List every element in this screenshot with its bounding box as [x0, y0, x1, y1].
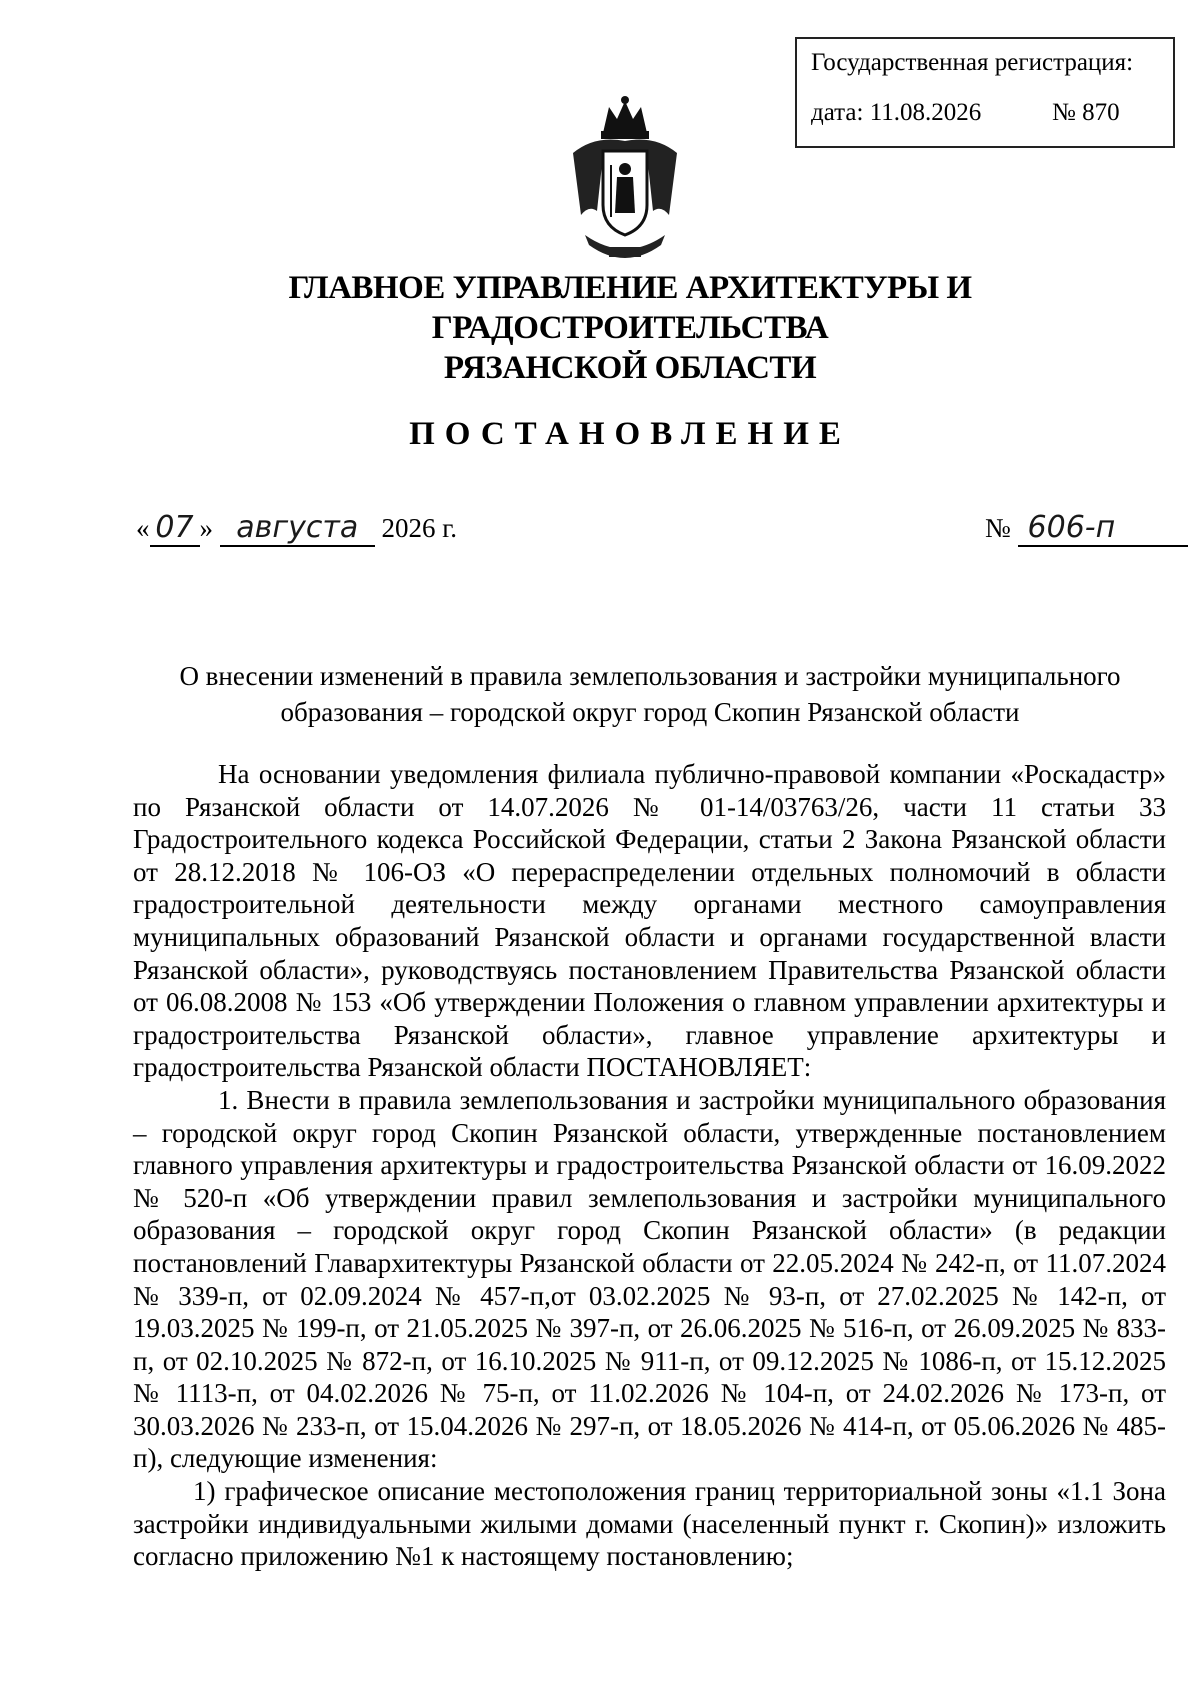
registration-title: Государственная регистрация: — [811, 49, 1134, 76]
number-sign: № — [985, 513, 1011, 543]
document-subject — [130, 658, 1170, 730]
date-day: 07 — [150, 510, 200, 547]
subject-line1: О внесении изменений в правила землепользования и застройки муниципального — [179, 661, 1121, 691]
date-open-quote: « — [136, 513, 150, 543]
subitem-1-paragraph: 1) графическое описание местоположения границ территориальной зоны «1.1 Зона застройки индивидуальными жилыми домами (населенный пункт г. Скопин)» изложить согласно приложению №1 к настоящему постановлению; — [133, 1476, 1166, 1572]
document-date — [136, 510, 457, 547]
document-number — [985, 510, 1188, 547]
item-1-paragraph: 1. Внести в правила землепользования и застройки муниципального образования – городской округ город Скопин Рязанской области, утвержденные постановлением главного управления архитектуры и градостроительства Рязанской области от 16.09.2022 № 520-п «Об утверждении правил землепользования и застройки муниципального образования – городской округ город Скопин Рязанской области» (в редакции постановлений Главархитектуры Рязанской области от 22.05.2024 № 242-п, от 11.07.2024 № 339-п, от 02.09.2024 № 457-п,от 03.02.2025 № 93-п, от 27.02.2025 № 142-п, от 19.03.2025 № 199-п, от 21.05.2025 № 397-п, от 26.06.2025 № 516-п, от 26.09.2025 № 833-п, от 02.10.2025 № 872-п, от 16.10.2025 № 911-п, от 09.12.2025 № 1086-п, от 15.12.2025 № 1113-п, от 04.02.2026 № 75-п, от 11.02.2026 № 104-п, от 24.02.2026 № 173-п, от 30.03.2026 № 233-п, от 15.04.2026 № 297-п, от 18.05.2026 № 414-п, от 05.06.2026 № 485-п), следующие изменения: — [133, 1084, 1166, 1474]
registration-date: дата: 11.08.2026 — [811, 99, 982, 126]
number-value: 606-п — [1018, 510, 1188, 547]
date-year: 2026 г. — [381, 513, 458, 543]
coat-of-arms-icon — [565, 95, 685, 265]
subject-line2: образования – городской округ город Скопин Рязанской области — [280, 697, 1020, 727]
document-body — [133, 758, 1166, 1573]
preamble-paragraph: На основании уведомления филиала публично-правовой компании «Роскадастр» по Рязанской области от 14.07.2026 № 01-14/03763/26, части 11 статьи 33 Градостроительного кодекса Российской Федерации, статьи 2 Закона Рязанской области от 28.12.2018 № 106-ОЗ «О перераспределении отдельных полномочий в области градостроительной деятельности между органами местного самоуправления муниципальных образований Рязанской области и органами государственной власти Рязанской области», руководствуясь постановлением Правительства Рязанской области от 06.08.2008 № 153 «Об утверждении Положения о главном управлении архитектуры и градостроительства Рязанской области», главное управление архитектуры и градостроительства Рязанской области ПОСТАНОВЛЯЕТ: — [133, 759, 1166, 1083]
date-month: августа — [220, 510, 375, 547]
document-type: ПОСТАНОВЛЕНИЕ — [409, 416, 851, 452]
organization-title-line2: РЯЗАНСКОЙ ОБЛАСТИ — [443, 350, 817, 386]
organization-title — [100, 268, 1160, 388]
organization-title-line1: ГЛАВНОЕ УПРАВЛЕНИЕ АРХИТЕКТУРЫ И ГРАДОСТРОИТЕЛЬСТВА — [288, 270, 972, 346]
date-close-quote: » — [199, 513, 213, 543]
registration-stamp — [795, 37, 1175, 148]
registration-number: № 870 — [1052, 99, 1120, 126]
